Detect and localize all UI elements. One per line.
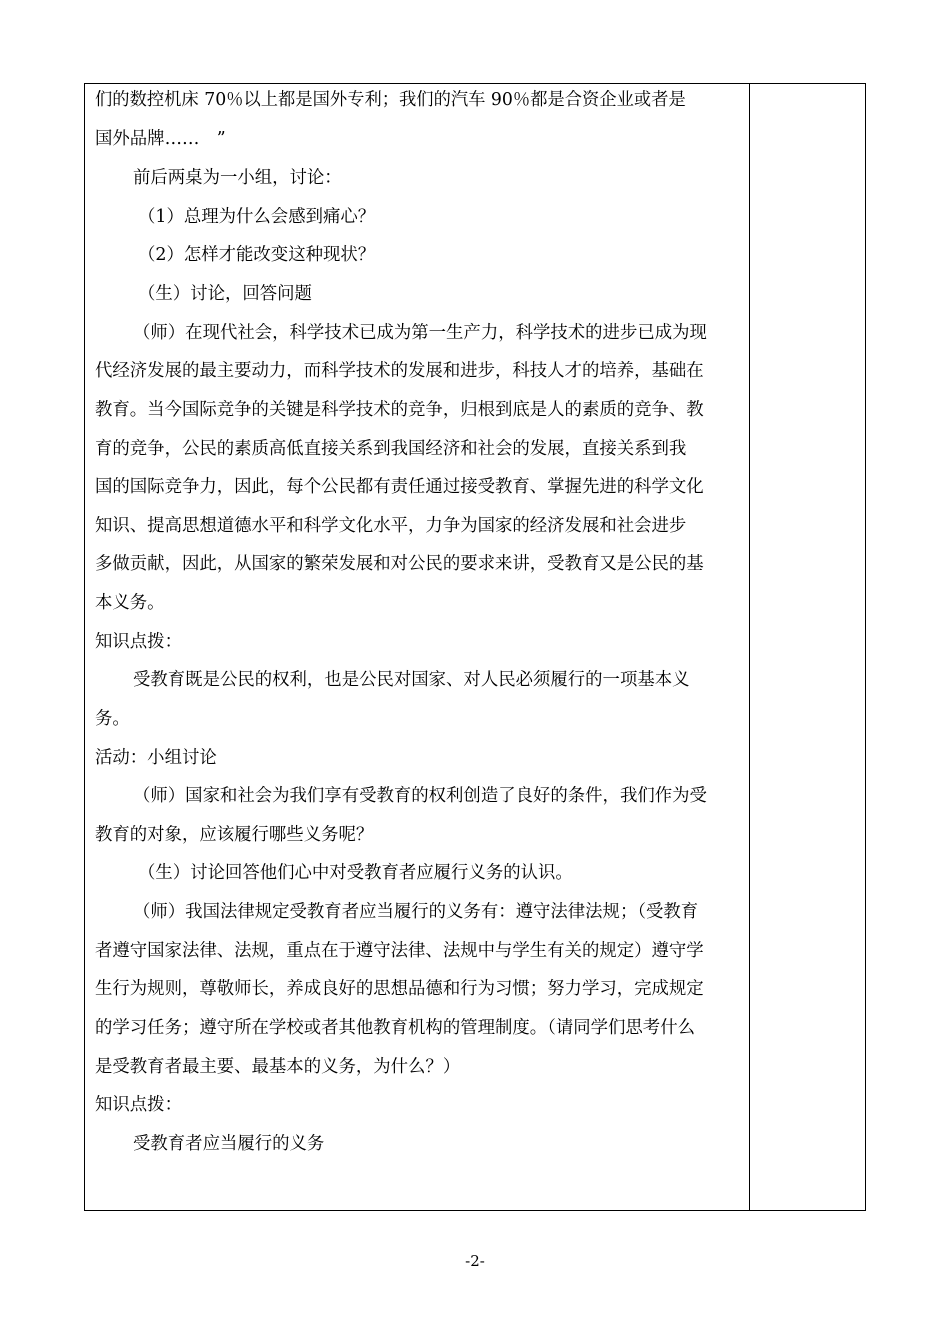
- text-line: 多做贡献，因此，从国家的繁荣发展和对公民的要求来讲，受教育又是公民的基: [95, 554, 704, 574]
- text-line: （生）讨论，回答问题: [138, 284, 312, 304]
- text-line: 代经济发展的最主要动力，而科学技术的发展和进步，科技人才的培养，基础在: [95, 361, 704, 381]
- section-heading: 知识点拨：: [95, 632, 182, 652]
- text-line: （生）讨论回答他们心中对受教育者应履行义务的认识。: [138, 863, 573, 883]
- text-line: 务。: [95, 709, 130, 729]
- text-line: 教育的对象，应该履行哪些义务呢？: [95, 825, 374, 845]
- text-line: 受教育者应当履行的义务: [133, 1134, 325, 1154]
- text-line: 受教育既是公民的权利，也是公民对国家、对人民必须履行的一项基本义: [133, 670, 690, 690]
- notes-cell: [750, 84, 865, 1210]
- text-line: 知识、提高思想道德水平和科学文化水平，力争为国家的经济发展和社会进步: [95, 516, 687, 536]
- text-line: 者遵守国家法律、法规，重点在于遵守法律、法规中与学生有关的规定）遵守学: [95, 941, 704, 961]
- page-number: -2-: [465, 1252, 485, 1270]
- text-line: 是受教育者最主要、最基本的义务，为什么？）: [95, 1057, 461, 1077]
- text-line: （师）国家和社会为我们享有受教育的权利创造了良好的条件，我们作为受: [133, 786, 707, 806]
- text-line: 本义务。: [95, 593, 165, 613]
- text-line: （2）怎样才能改变这种现状？: [138, 245, 376, 265]
- text-line: 前后两桌为一小组，讨论：: [133, 168, 342, 188]
- lesson-table: [84, 83, 866, 1211]
- text-line: 的学习任务；遵守所在学校或者其他教育机构的管理制度。（请同学们思考什么: [95, 1018, 695, 1038]
- text-line: （师）在现代社会，科学技术已成为第一生产力，科学技术的进步已成为现: [133, 323, 707, 343]
- text-line: 育的竞争，公民的素质高低直接关系到我国经济和社会的发展，直接关系到我: [95, 439, 687, 459]
- text-line: 教育。当今国际竞争的关键是科学技术的竞争，归根到底是人的素质的竞争、教: [95, 400, 704, 420]
- section-heading: 活动：小组讨论: [95, 748, 217, 768]
- text-line: 生行为规则，尊敬师长，养成良好的思想品德和行为习惯；努力学习，完成规定: [95, 979, 704, 999]
- text-line: 国外品牌…… ”: [95, 129, 226, 149]
- text-line: （1）总理为什么会感到痛心？: [138, 207, 376, 227]
- text-line: （师）我国法律规定受教育者应当履行的义务有：遵守法律法规；（受教育: [133, 902, 699, 922]
- section-heading: 知识点拨：: [95, 1095, 182, 1115]
- text-line: 们的数控机床 70％以上都是国外专利；我们的汽车 90％都是合资企业或者是: [95, 90, 686, 110]
- lesson-content-cell: [85, 84, 749, 1210]
- text-line: 国的国际竞争力，因此，每个公民都有责任通过接受教育、掌握先进的科学文化: [95, 477, 704, 497]
